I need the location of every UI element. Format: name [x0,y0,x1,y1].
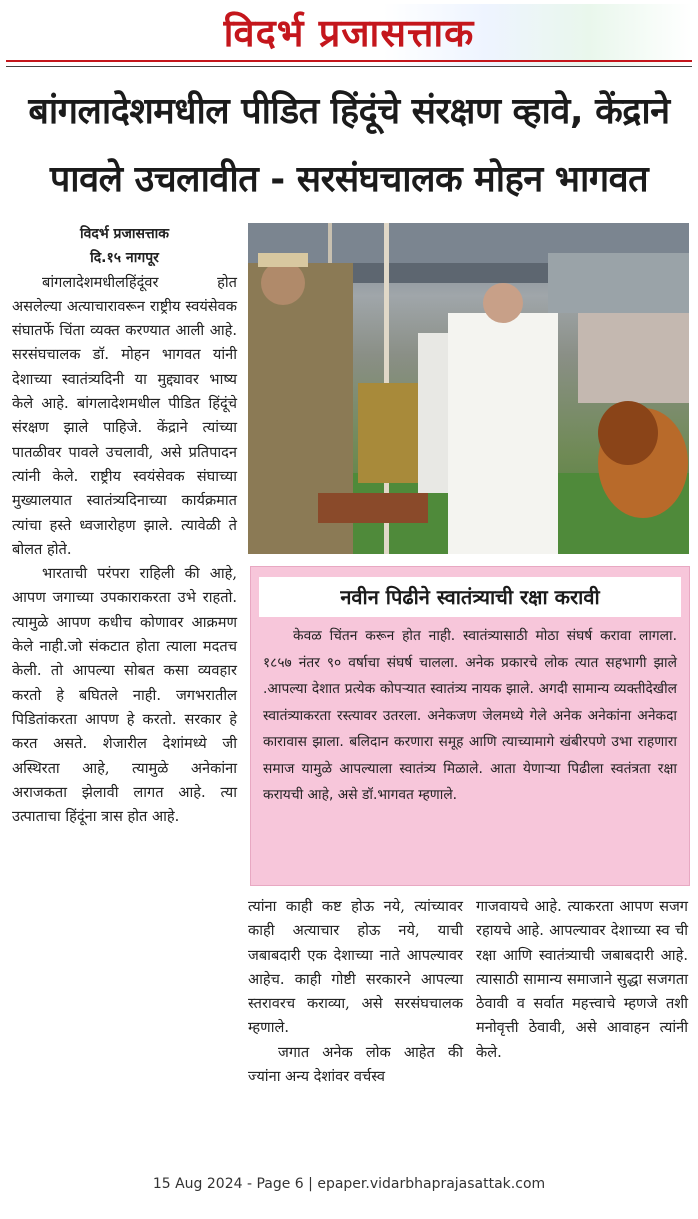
news-photo [248,223,689,554]
page-footer: 15 Aug 2024 - Page 6 | epaper.vidarbhaprajasattak.com [152,1176,546,1192]
news-photo-illustration [248,223,689,554]
headline: बांगलादेशमधील पीडित हिंदूंचे संरक्षण व्हावे, केंद्राने पावले उचलावीत - सरसंघचालक मोहन भागवत [28,91,670,200]
article-paragraph-3: त्यांना काही कष्ट होऊ नये, त्यांच्यावर काही अत्याचार होऊ नये, याची जबाबदारी एक देशाच्या नाते आपल्यावर आहेच. काही गोष्टी सरकारने आपल्या स्तरावरच कराव्या, असे सरसंघचालक म्हणाले. [248,898,463,1037]
byline-dateline: दि.१५ नागपूर [90,250,159,267]
masthead-rule-top [6,60,692,62]
article-paragraph-5: गाजवायचे आहे. त्याकरता आपण सजग रहायचे आहे. आपल्यावर देशाच्या स्व ची रक्षा आणि स्वातंत्र्याची जबाबदारी आहे. त्यासाठी सामान्य समाजाने सुद्धा सजगता ठेवावी व सर्वात महत्त्वाचे म्हणजे तशी मनोवृत्ती ठेवावी, असे आवाहन त्यांनी केले. [476,898,688,1061]
masthead-title: विदर्भ प्रजासत्ताक [223,10,475,55]
masthead-rule-bottom [6,66,692,67]
masthead [6,4,692,66]
article-column-2 [248,895,463,1089]
article-paragraph-2: भारताची परंपरा राहिली की आहे, आपण जगाच्या उपकाराकरता उभे राहतो. त्यामुळे आपण कधीच कोणावर आक्रमण केले नाही.जो संकटात होता त्याला मदतच केली. तो आपल्या सोबत कसा व्यवहार करतो हे बघितले नाही. जगभरातील पिडितांकरता आपण हे करतो. सरकार हे करत असते. शेजारील देशांमध्ये जी अस्थिरता आहे, त्यामुळे अनेकांना अराजकता झेलावी लागत आहे. त्या उत्पाताचा हिंदूंना त्रास होत आहे. [12,565,237,826]
highlight-box-body: केवळ चिंतन करून होत नाही. स्वातंत्र्यासाठी मोठा संघर्ष करावा लागला. १८५७ नंतर ९० वर्षाचा संघर्ष चालला. अनेक प्रकारचे लोक त्यात सहभागी झाले .आपल्या देशात प्रत्येक कोपऱ्यात स्वातंत्र्य नायक झाले. अगदी सामान्य व्यक्तीदेखील स्वातंत्र्याकरता रस्त्यावर उतरला. अनेकजण जेलमध्ये गेले अनेक अनेकांना अनेकदा कारावास झाला. बलिदान करणारा समूह आणि त्याच्यामागे खंबीरपणे उभा राहणारा समाज यामुळे आपल्याला स्वातंत्र्य मिळाले. आता येणाऱ्या पिढीला स्वतंत्रता रक्षा करायची आहे, असे डॉ.भागवत म्हणाले. [263,628,677,803]
highlight-box-heading: नवीन पिढीने स्वातंत्र्याची रक्षा करावी [259,577,681,617]
highlight-box [250,566,690,886]
article-column-3 [476,895,688,1065]
article-paragraph-4: जगात अनेक लोक आहेत की ज्यांना अन्य देशांवर वर्चस्व [248,1043,463,1086]
byline-paper: विदर्भ प्रजासत्ताक [79,226,170,242]
article-column-1 [12,222,237,829]
article-paragraph-1: बांगलादेशमधीलहिंदूंवर होत असलेल्या अत्याचारावरून राष्ट्रीय स्वयंसेवक संघातर्फे चिंता व्यक्त करण्यात आली आहे. सरसंघचालक डॉ. मोहन भागवत यांनी देशाच्या स्वातंत्र्यदिनी या मुद्द्यावर भाष्य केले आहे. बांगलादेशमधील पीडित हिंदूंचे संरक्षण झाले पाहिजे. केंद्राने त्यांच्या पातळीवर पावले उचलावी, असे प्रतिपादन त्यांनी केले. राष्ट्रीय स्वयंसेवक संघाच्या मुख्यालयात स्वातंत्र्यदिनाच्या कार्यक्रमात त्यांचा हस्ते ध्वजारोहण झाले. त्यावेळी ते बोलत होते. [12,273,237,558]
